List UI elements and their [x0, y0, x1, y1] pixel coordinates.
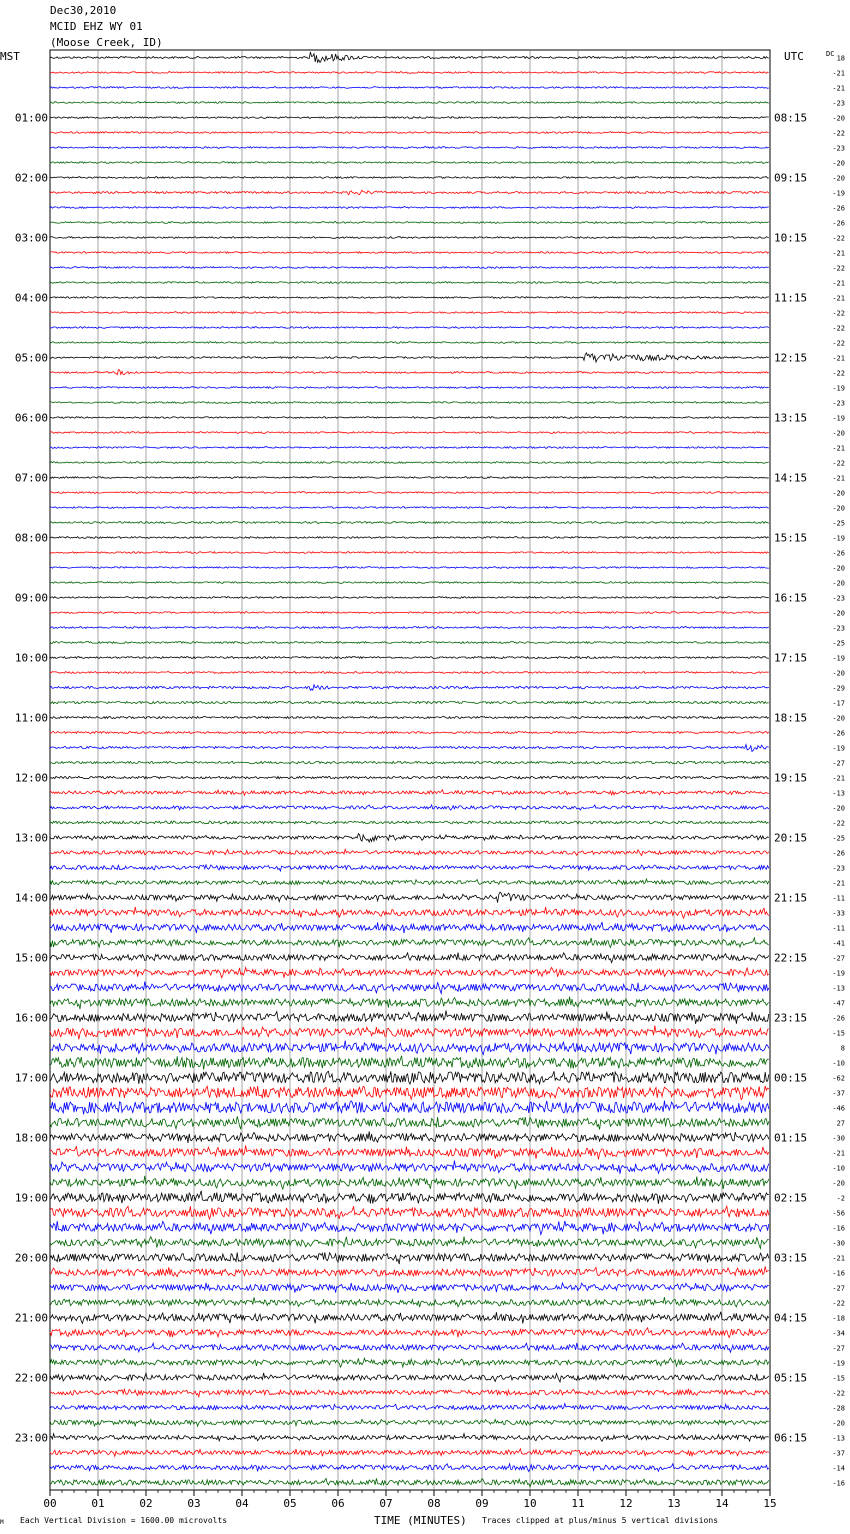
left-hour-label: 03:00 [14, 231, 48, 245]
dc-offset-label: -20 [832, 114, 845, 123]
header-date: Dec30,2010 [50, 4, 117, 17]
x-tick-label: 13 [667, 1497, 681, 1510]
right-hour-label: 04:15 [774, 1311, 808, 1325]
dc-offset-label: -21 [832, 774, 845, 783]
dc-offset-label: -22 [832, 1389, 845, 1398]
dc-offset-label: -19 [832, 969, 845, 978]
left-hour-label: 06:00 [14, 411, 48, 425]
left-hour-label: 19:00 [14, 1191, 48, 1205]
dc-offset-label: -20 [832, 489, 845, 498]
dc-offset-label: -19 [832, 384, 845, 393]
left-hour-label: 01:00 [14, 111, 48, 125]
dc-offset-label: -23 [832, 399, 845, 408]
x-axis-title: TIME (MINUTES) [374, 1514, 467, 1527]
header-station: MCID EHZ WY 01 [50, 20, 143, 33]
dc-offset-label: -16 [832, 1224, 845, 1233]
left-hour-label: 23:00 [14, 1431, 48, 1445]
dc-offset-label: -37 [832, 1449, 845, 1458]
left-hour-label: 05:00 [14, 351, 48, 365]
dc-offset-label: -20 [832, 429, 845, 438]
right-hour-label: 18:15 [774, 711, 808, 725]
dc-offset-label: -19 [832, 654, 845, 663]
right-hour-label: 02:15 [774, 1191, 808, 1205]
dc-offset-label: -46 [832, 1104, 845, 1113]
dc-offset-label: -20 [832, 1179, 845, 1188]
dc-offset-label: -20 [832, 564, 845, 573]
dc-offset-label: -21 [832, 84, 845, 93]
right-hour-label: 10:15 [774, 231, 808, 245]
x-tick-label: 07 [379, 1497, 393, 1510]
right-hour-label: 23:15 [774, 1011, 808, 1025]
dc-offset-label: -23 [832, 594, 845, 603]
right-hour-label: 06:15 [774, 1431, 808, 1445]
dc-offset-label: -15 [832, 1374, 845, 1383]
left-hour-label: 02:00 [14, 171, 48, 185]
dc-offset-label: -16 [832, 1479, 845, 1488]
left-timezone-label: MST [0, 50, 20, 63]
dc-offset-label: -21 [832, 69, 845, 78]
dc-offset-label: -17 [832, 699, 845, 708]
x-tick-label: 10 [523, 1497, 537, 1510]
dc-offset-label: -47 [832, 999, 845, 1008]
dc-offset-label: -19 [832, 414, 845, 423]
dc-offset-label: -28 [832, 1404, 845, 1413]
corner-mark: M [0, 1519, 4, 1526]
left-hour-label: 13:00 [14, 831, 48, 845]
left-hour-label: 21:00 [14, 1311, 48, 1325]
dc-offset-label: -14 [832, 1464, 845, 1473]
right-hour-label: 11:15 [774, 291, 808, 305]
dc-offset-label: -26 [832, 729, 845, 738]
x-tick-label: 06 [331, 1497, 345, 1510]
dc-offset-label: -33 [832, 909, 845, 918]
x-tick-label: 01 [91, 1497, 105, 1510]
dc-offset-label: -13 [832, 1434, 845, 1443]
left-hour-label: 17:00 [14, 1071, 48, 1085]
dc-offset-label: -22 [832, 129, 845, 138]
dc-offset-label: -22 [832, 1299, 845, 1308]
clip-note: Traces clipped at plus/minus 5 vertical divisions [482, 1516, 719, 1525]
dc-offset-label: -27 [832, 1344, 845, 1353]
dc-offset-label: -21 [832, 1149, 845, 1158]
header-location: (Moose Creek, ID) [50, 36, 163, 49]
dc-offset-label: -22 [832, 459, 845, 468]
dc-offset-label: -20 [832, 159, 845, 168]
right-hour-label: 03:15 [774, 1251, 808, 1265]
dc-offset-label: -62 [832, 1074, 845, 1083]
dc-offset-label: -13 [832, 789, 845, 798]
dc-offset-label: -20 [832, 669, 845, 678]
dc-offset-label: -13 [832, 984, 845, 993]
right-hour-label: 16:15 [774, 591, 808, 605]
left-hour-label: 09:00 [14, 591, 48, 605]
x-tick-label: 14 [715, 1497, 729, 1510]
dc-offset-label: -19 [832, 1359, 845, 1368]
right-hour-label: 12:15 [774, 351, 808, 365]
dc-offset-label: -25 [832, 639, 845, 648]
dc-offset-label: -22 [832, 339, 845, 348]
left-hour-label: 07:00 [14, 471, 48, 485]
dc-offset-label: -29 [832, 684, 845, 693]
dc-offset-label: -23 [832, 624, 845, 633]
left-hour-labels [15, 112, 48, 1445]
dc-offset-label: -11 [832, 924, 845, 933]
left-hour-label: 12:00 [14, 771, 48, 785]
x-axis-ticks [43, 1490, 776, 1510]
left-hour-label: 08:00 [14, 531, 48, 545]
dc-offset-label: -20 [832, 804, 845, 813]
x-tick-label: 09 [475, 1497, 489, 1510]
left-hour-label: 14:00 [14, 891, 48, 905]
dc-offset-label: -21 [832, 354, 845, 363]
right-hour-label: 01:15 [774, 1131, 808, 1145]
dc-offset-label: -25 [832, 834, 845, 843]
x-tick-label: 15 [763, 1497, 777, 1510]
dc-offset-label: -16 [832, 1269, 845, 1278]
left-hour-label: 20:00 [14, 1251, 48, 1265]
dc-offset-label: -22 [832, 234, 845, 243]
dc-offset-label: -19 [832, 189, 845, 198]
dc-offset-label: -22 [832, 819, 845, 828]
dc-offset-label: -20 [832, 1419, 845, 1428]
dc-offset-label: -22 [832, 264, 845, 273]
dc-offset-label: -15 [832, 1029, 845, 1038]
dc-label: DC [826, 50, 835, 58]
dc-offset-label: -26 [832, 204, 845, 213]
dc-offset-label: 18 [836, 54, 845, 63]
right-timezone-label: UTC [784, 50, 804, 63]
dc-offset-label: -26 [832, 1014, 845, 1023]
right-hour-label: 05:15 [774, 1371, 808, 1385]
dc-offset-label: -19 [832, 534, 845, 543]
dc-offset-label: -2 [836, 1194, 845, 1203]
dc-offset-label: -19 [832, 744, 845, 753]
left-hour-label: 18:00 [14, 1131, 48, 1145]
dc-offset-label: -22 [832, 369, 845, 378]
dc-offset-label: -27 [832, 954, 845, 963]
dc-offset-label: 27 [836, 1119, 845, 1128]
dc-offset-label: -20 [832, 579, 845, 588]
dc-offset-label: -41 [832, 939, 845, 948]
dc-offset-label: -23 [832, 144, 845, 153]
left-hour-label: 15:00 [14, 951, 48, 965]
dc-offset-labels [832, 55, 845, 1488]
dc-offset-label: -26 [832, 549, 845, 558]
dc-offset-label: -26 [832, 219, 845, 228]
left-hour-label: 10:00 [14, 651, 48, 665]
dc-offset-label: -20 [832, 174, 845, 183]
dc-offset-label: -22 [832, 324, 845, 333]
dc-offset-label: -21 [832, 249, 845, 258]
dc-offset-label: -30 [832, 1134, 845, 1143]
right-hour-label: 13:15 [774, 411, 808, 425]
dc-offset-label: -18 [832, 1314, 845, 1323]
x-tick-label: 05 [283, 1497, 297, 1510]
dc-offset-label: -26 [832, 849, 845, 858]
x-tick-label: 08 [427, 1497, 441, 1510]
dc-offset-label: -30 [832, 1239, 845, 1248]
left-hour-label: 04:00 [14, 291, 48, 305]
x-tick-label: 02 [139, 1497, 153, 1510]
right-hour-label: 17:15 [774, 651, 808, 665]
dc-offset-label: -56 [832, 1209, 845, 1218]
x-tick-label: 00 [43, 1497, 57, 1510]
x-tick-label: 12 [619, 1497, 633, 1510]
right-hour-labels [774, 112, 807, 1445]
right-hour-label: 22:15 [774, 951, 808, 965]
dc-offset-label: -22 [832, 309, 845, 318]
dc-offset-label: -37 [832, 1089, 845, 1098]
dc-offset-label: -27 [832, 1284, 845, 1293]
dc-offset-label: -20 [832, 714, 845, 723]
dc-offset-label: -21 [832, 294, 845, 303]
left-hour-label: 11:00 [14, 711, 48, 725]
dc-offset-label: -21 [832, 474, 845, 483]
dc-offset-label: -10 [832, 1164, 845, 1173]
right-hour-label: 20:15 [774, 831, 808, 845]
dc-offset-label: -21 [832, 444, 845, 453]
dc-offset-label: -23 [832, 864, 845, 873]
dc-offset-label: -10 [832, 1059, 845, 1068]
left-hour-label: 16:00 [14, 1011, 48, 1025]
dc-offset-label: -21 [832, 879, 845, 888]
right-hour-label: 19:15 [774, 771, 808, 785]
dc-offset-label: -20 [832, 609, 845, 618]
x-tick-label: 03 [187, 1497, 201, 1510]
dc-offset-label: -34 [832, 1329, 845, 1338]
right-hour-label: 14:15 [774, 471, 808, 485]
right-hour-label: 00:15 [774, 1071, 808, 1085]
dc-offset-label: -27 [832, 759, 845, 768]
dc-offset-label: -21 [832, 279, 845, 288]
dc-offset-label: 8 [840, 1044, 845, 1053]
right-hour-label: 15:15 [774, 531, 808, 545]
right-hour-label: 08:15 [774, 111, 808, 125]
right-hour-label: 21:15 [774, 891, 808, 905]
x-tick-label: 11 [571, 1497, 585, 1510]
scale-note: Each Vertical Division = 1600.00 microvolts [20, 1516, 228, 1525]
dc-offset-label: -21 [832, 1254, 845, 1263]
dc-offset-label: -20 [832, 504, 845, 513]
right-hour-label: 09:15 [774, 171, 808, 185]
x-tick-label: 04 [235, 1497, 249, 1510]
dc-offset-label: -25 [832, 519, 845, 528]
dc-offset-label: -11 [832, 894, 845, 903]
dc-offset-label: -23 [832, 99, 845, 108]
left-hour-label: 22:00 [14, 1371, 48, 1385]
